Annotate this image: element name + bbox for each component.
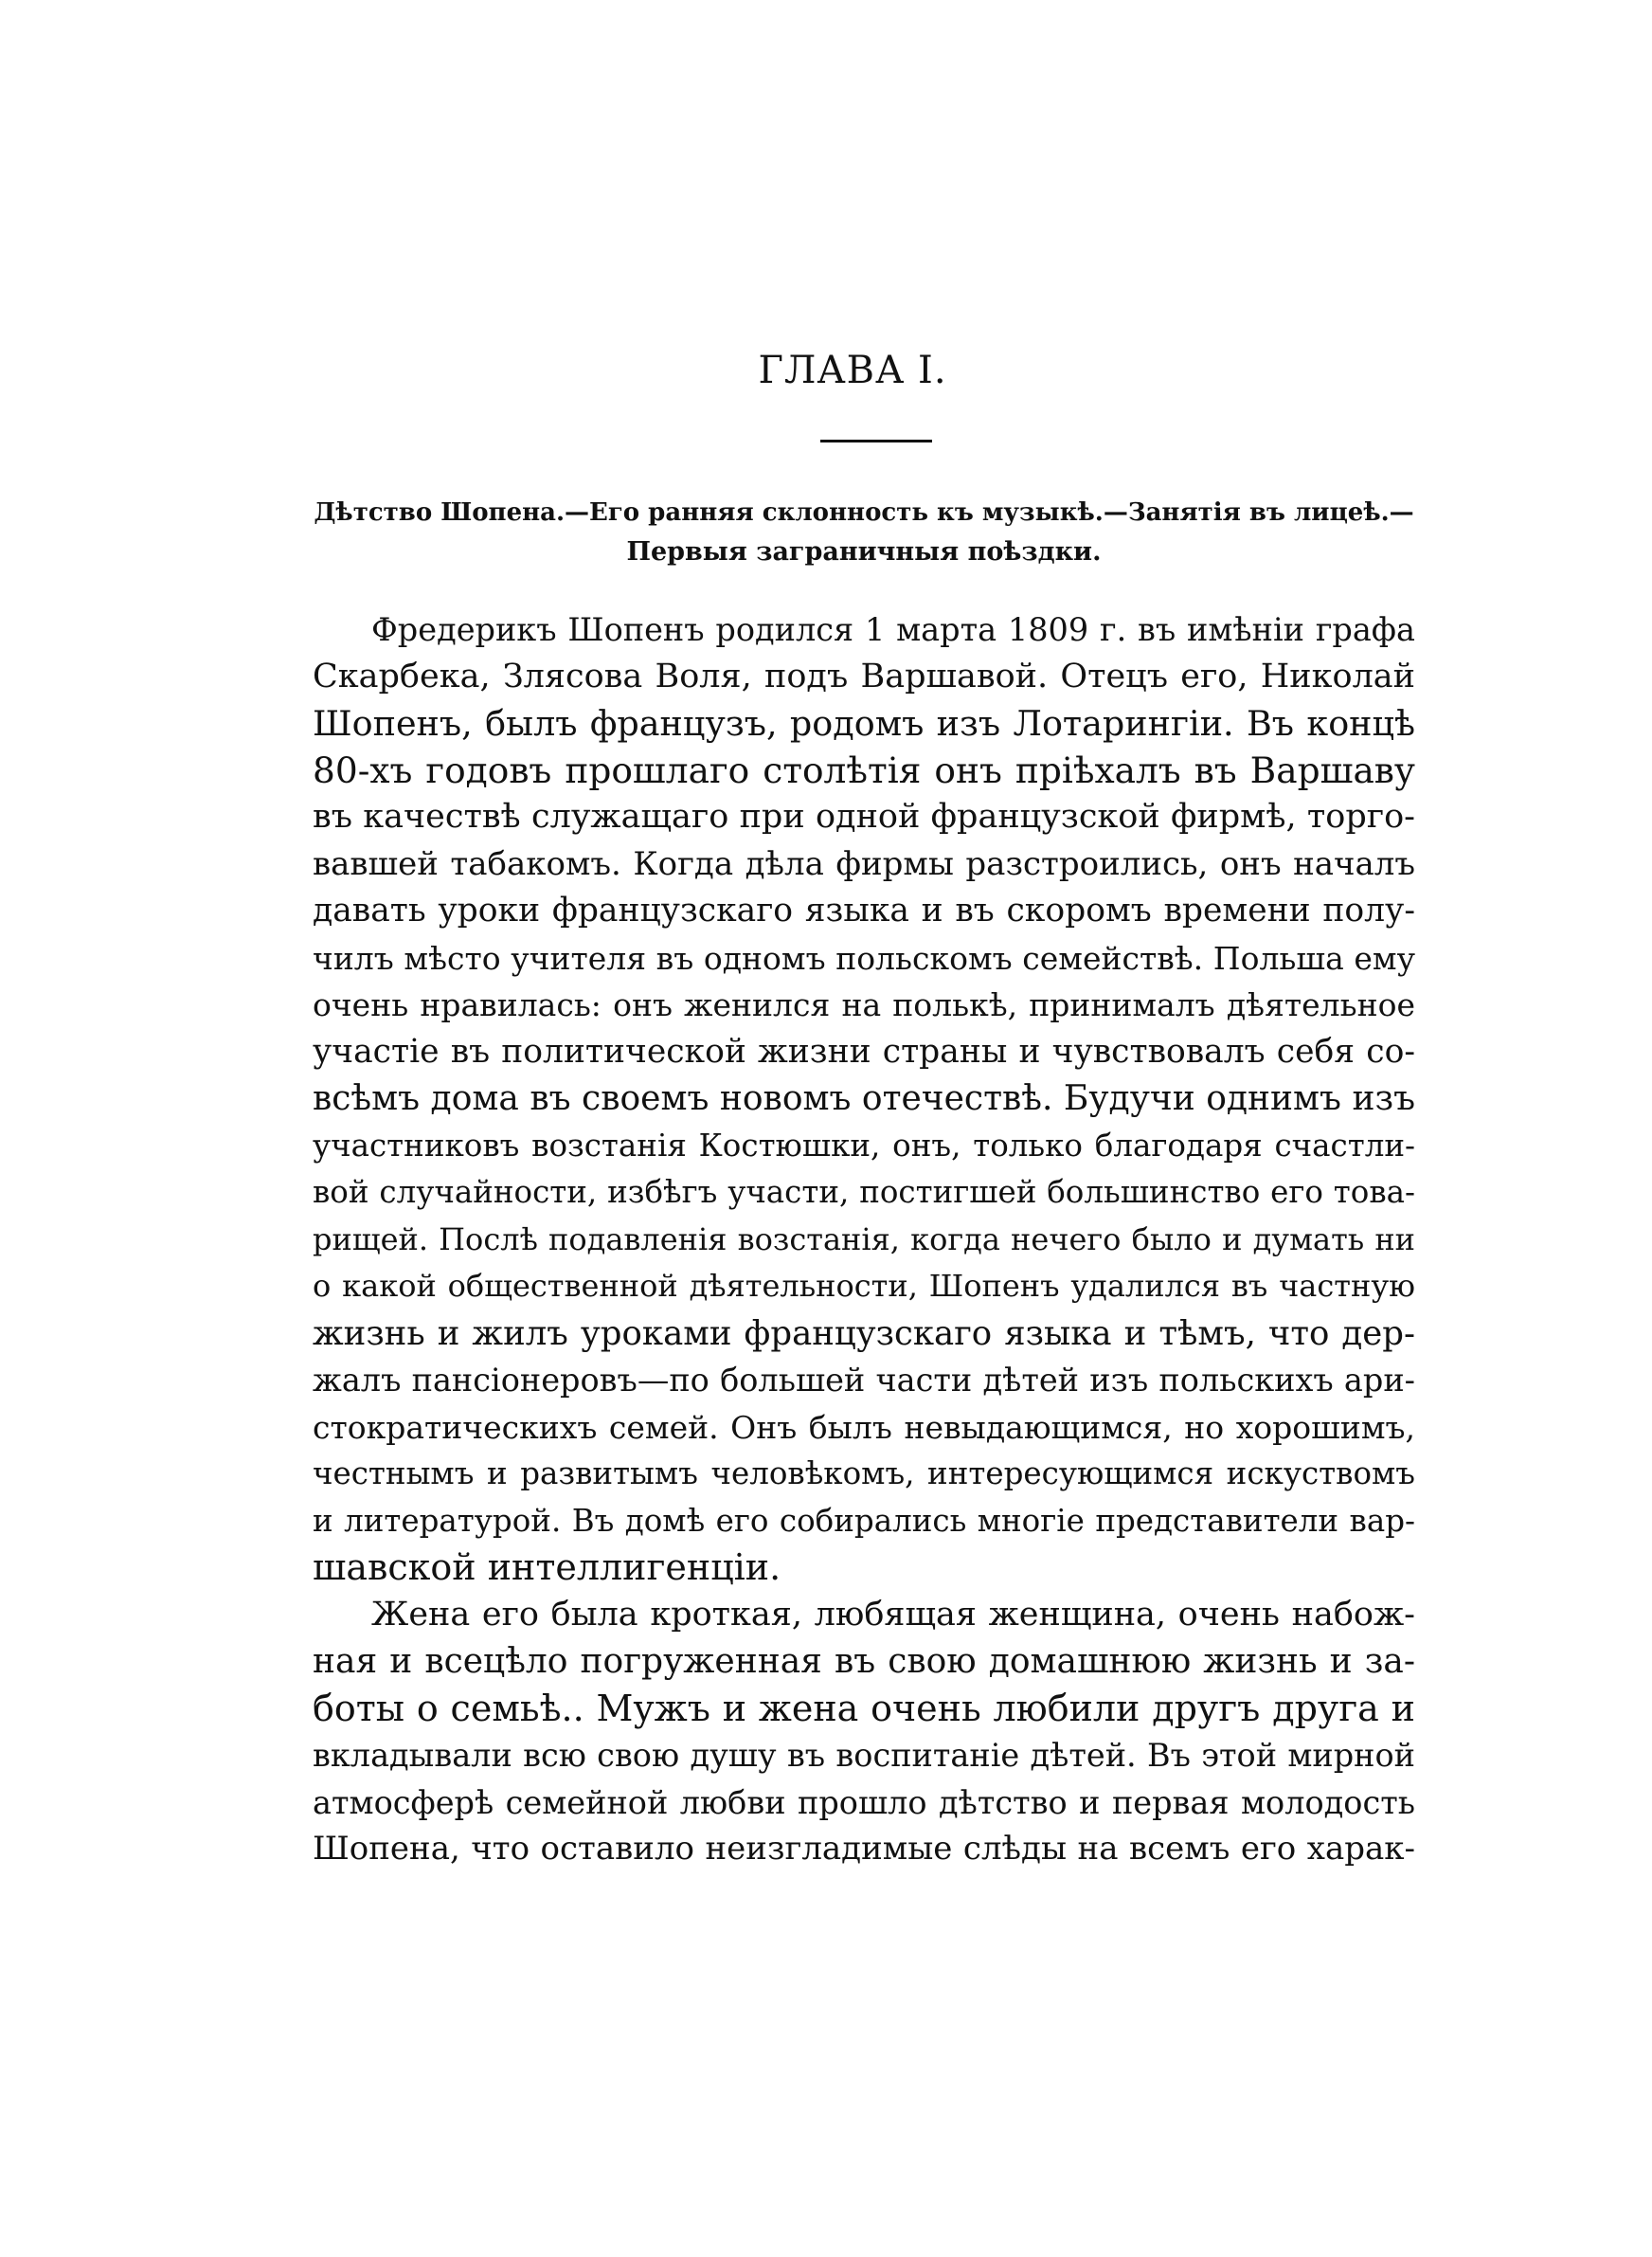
text-line: Шопена, что оставило неизгладимые слѣды на всемъ его харак- <box>313 1830 1415 1868</box>
paragraph-1 <box>313 606 1415 1592</box>
text-line: очень нравилась: онъ женился на полькѣ, принималъ дѣятельное <box>313 986 1415 1023</box>
chapter-summary <box>313 493 1415 572</box>
text-line: рищей. Послѣ подавленія возстанія, когда нечего было и думать ни <box>313 1220 1415 1257</box>
text-line: жалъ пансіонеровъ—по большей части дѣтей изъ польскихъ ари- <box>313 1362 1415 1399</box>
text-line: 80-хъ годовъ прошлаго столѣтія онъ пріѣхалъ въ Варшаву <box>313 749 1415 791</box>
text-line: вой случайности, избѣгъ участи, постигшей большинство его това- <box>313 1174 1415 1210</box>
paragraph-2 <box>313 1592 1415 1873</box>
text-line: вкладывали всю свою душу въ воспитаніе дѣтей. Въ этой мирной <box>313 1737 1415 1774</box>
chapter-title: ГЛАВА I. <box>758 349 947 392</box>
summary-line: Первыя заграничныя поѣздки. <box>626 537 1102 567</box>
text-line: ная и всецѣло погруженная въ свою домашнюю жизнь и за- <box>313 1642 1415 1681</box>
text-line: о какой общественной дѣятельности, Шопенъ удалился въ частную <box>313 1268 1415 1304</box>
text-line: Жена его была кроткая, любящая женщина, очень набож- <box>371 1595 1415 1634</box>
text-line: Скарбека, Злясова Воля, подъ Варшавой. Отецъ его, Николай <box>313 657 1415 695</box>
text-line: Фредерикъ Шопенъ родился 1 марта 1809 г. въ имѣніи графа <box>371 611 1415 648</box>
text-line: въ качествѣ служащаго при одной французской фирмѣ, торго- <box>313 798 1415 836</box>
text-line: чилъ мѣсто учителя въ одномъ польскомъ семействѣ. Польша ему <box>313 939 1415 977</box>
title-divider <box>820 440 932 442</box>
text-line: участниковъ возстанія Костюшки, онъ, только благодаря счастли- <box>313 1127 1415 1164</box>
text-line: вавшей табакомъ. Когда дѣла фирмы разстроились, онъ началъ <box>313 844 1415 883</box>
text-line: всѣмъ дома въ своемъ новомъ отечествѣ. Будучи однимъ изъ <box>313 1079 1415 1118</box>
text-line: боты о семьѣ.. Мужъ и жена очень любили другъ друга и <box>313 1687 1415 1729</box>
text-line: участіе въ политической жизни страны и чувствовалъ себя со- <box>313 1032 1415 1071</box>
body-text <box>313 606 1415 1873</box>
summary-line: Дѣтство Шопена.—Его ранняя склонность къ музыкѣ.—Занятія въ лицеѣ.— <box>314 498 1414 527</box>
text-line: атмосферѣ семейной любви прошло дѣтство и первая молодость <box>313 1783 1415 1821</box>
text-line: честнымъ и развитымъ человѣкомъ, интересующимся искуствомъ <box>313 1455 1415 1491</box>
text-line: Шопенъ, былъ французъ, родомъ изъ Лотарингіи. Въ концѣ <box>313 703 1415 744</box>
text-line: жизнь и жилъ уроками французскаго языка и тѣмъ, что дер- <box>313 1313 1415 1353</box>
text-line: и литературой. Въ домѣ его собирались многіе представители вар- <box>313 1502 1415 1539</box>
text-line: шавской интеллигенціи. <box>313 1546 781 1588</box>
text-line: давать уроки французскаго языка и въ скоромъ времени полу- <box>313 892 1415 930</box>
text-line: стократическихъ семей. Онъ былъ невыдающимся, но хорошимъ, <box>313 1408 1415 1446</box>
